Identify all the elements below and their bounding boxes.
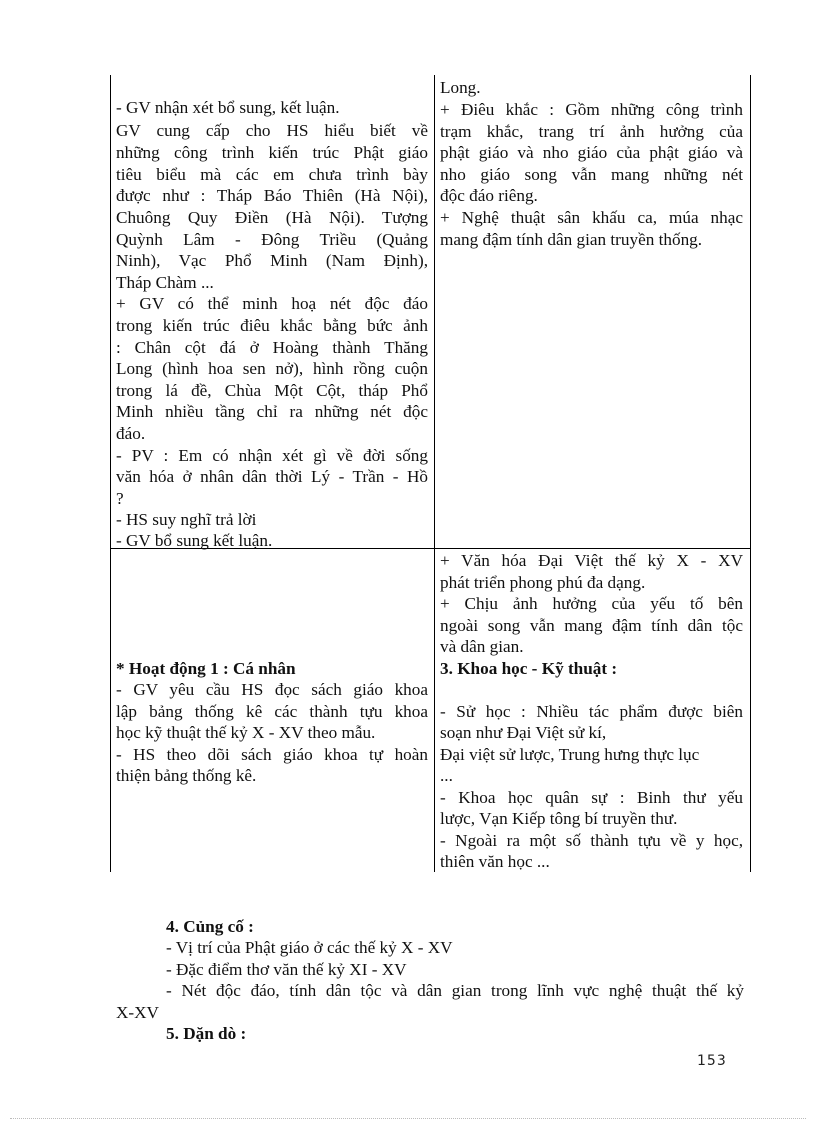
right-line: và dân gian.: [440, 637, 524, 656]
right-line: phát triển phong phú đa dạng.: [440, 573, 646, 592]
left-line: - GV yêu cầu HS đọc sách giáo khoa: [116, 680, 428, 699]
left-line: đáo.: [116, 424, 146, 443]
right-line: + Điêu khắc : Gồm những công trình: [440, 100, 743, 119]
left-line: văn hóa ở nhân dân thời Lý - Trần - Hồ: [116, 467, 428, 486]
left-line: GV cung cấp cho HS hiểu biết về: [116, 121, 428, 140]
right-line: soạn như Đại Việt sử kí,: [440, 723, 607, 742]
right-line: - Sử học : Nhiều tác phẩm được biên: [440, 702, 743, 721]
right-line: mang đậm tính dân gian truyền thống.: [440, 230, 703, 249]
right-line: phật giáo và nho giáo của phật giáo và: [440, 143, 743, 162]
consolidation-item: - Vị trí của Phật giáo ở các thế kỷ X - XV: [166, 938, 453, 957]
left-line: : Chân cột đá ở Hoàng thành Thăng: [116, 338, 428, 357]
left-line: Tháp Chàm ...: [116, 273, 214, 292]
consolidation-item: - Nét độc đáo, tính dân tộc và dân gian trong lĩnh vực nghệ thuật thế kỷ: [166, 981, 744, 1000]
left-line: - HS suy nghĩ trả lời: [116, 510, 257, 529]
right-line: - Ngoài ra một số thành tựu về y học,: [440, 831, 743, 850]
left-line: lập bảng thống kê các thành tựu khoa: [116, 702, 428, 721]
right-line: thiên văn học ...: [440, 852, 550, 871]
right-line: Long.: [440, 78, 481, 97]
left-line: + GV có thể minh hoạ nét độc đáo: [116, 294, 428, 313]
table-left-border: [110, 75, 111, 872]
page-number: 153: [697, 1053, 727, 1069]
left-line: trong kiến trúc điêu khắc bằng bức ảnh: [116, 316, 428, 335]
left-line: thiện bảng thống kê.: [116, 766, 257, 785]
right-line: nho giáo song vẫn mang những nét: [440, 165, 743, 184]
left-line: những công trình kiến trúc Phật giáo: [116, 143, 428, 162]
left-line: tiêu biểu mà các em chưa trình bày: [116, 165, 428, 184]
consolidation-item: - Đặc điểm thơ văn thế kỷ XI - XV: [166, 960, 407, 979]
left-line: được như : Tháp Báo Thiên (Hà Nội),: [116, 186, 428, 205]
consolidation-item: X-XV: [116, 1003, 159, 1022]
right-line: + Văn hóa Đại Việt thế kỷ X - XV: [440, 551, 743, 570]
right-line: Đại việt sử lược, Trung hưng thực lục: [440, 745, 700, 764]
right-line: ...: [440, 766, 453, 785]
homework-heading: 5. Dặn dò :: [166, 1024, 247, 1043]
right-line: - Khoa học quân sự : Binh thư yếu: [440, 788, 743, 807]
left-line: học kỹ thuật thế kỷ X - XV theo mẫu.: [116, 723, 376, 742]
consolidation-heading: 4. Củng cố :: [166, 917, 254, 936]
right-line: ngoài song vẫn mang đậm tính dân tộc: [440, 616, 743, 635]
activity-heading: * Hoạt động 1 : Cá nhân: [116, 659, 296, 678]
right-line: + Nghệ thuật sân khấu ca, múa nhạc: [440, 208, 743, 227]
left-line: ?: [116, 489, 124, 508]
table-right-border: [750, 75, 751, 872]
page-bottom-edge: [10, 1118, 806, 1119]
right-line: lược, Vạn Kiếp tông bí truyền thư.: [440, 809, 678, 828]
section-heading: 3. Khoa học - Kỹ thuật :: [440, 659, 618, 678]
left-line: - HS theo dõi sách giáo khoa tự hoàn: [116, 745, 428, 764]
left-line: Ninh), Vạc Phổ Minh (Nam Định),: [116, 251, 428, 270]
left-line: - PV : Em có nhận xét gì về đời sống: [116, 446, 428, 465]
left-line: - GV bổ sung kết luận.: [116, 531, 273, 550]
left-line: Long (hình hoa sen nở), hình rồng cuộn: [116, 359, 428, 378]
table-column-divider: [434, 75, 435, 872]
left-line: Minh nhiều tầng chỉ ra những nét độc: [116, 402, 428, 421]
right-line: trạm khắc, trang trí ảnh hưởng của: [440, 122, 743, 141]
left-line: Chuông Quy Điền (Hà Nội). Tượng: [116, 208, 428, 227]
left-line: Quỳnh Lâm - Đông Triều (Quảng: [116, 230, 428, 249]
right-line: độc đáo riêng.: [440, 186, 538, 205]
right-line: + Chịu ảnh hưởng của yếu tố bên: [440, 594, 743, 613]
left-line: trong lá đề, Chùa Một Cột, tháp Phổ: [116, 381, 428, 400]
left-line: - GV nhận xét bổ sung, kết luận.: [116, 98, 340, 117]
